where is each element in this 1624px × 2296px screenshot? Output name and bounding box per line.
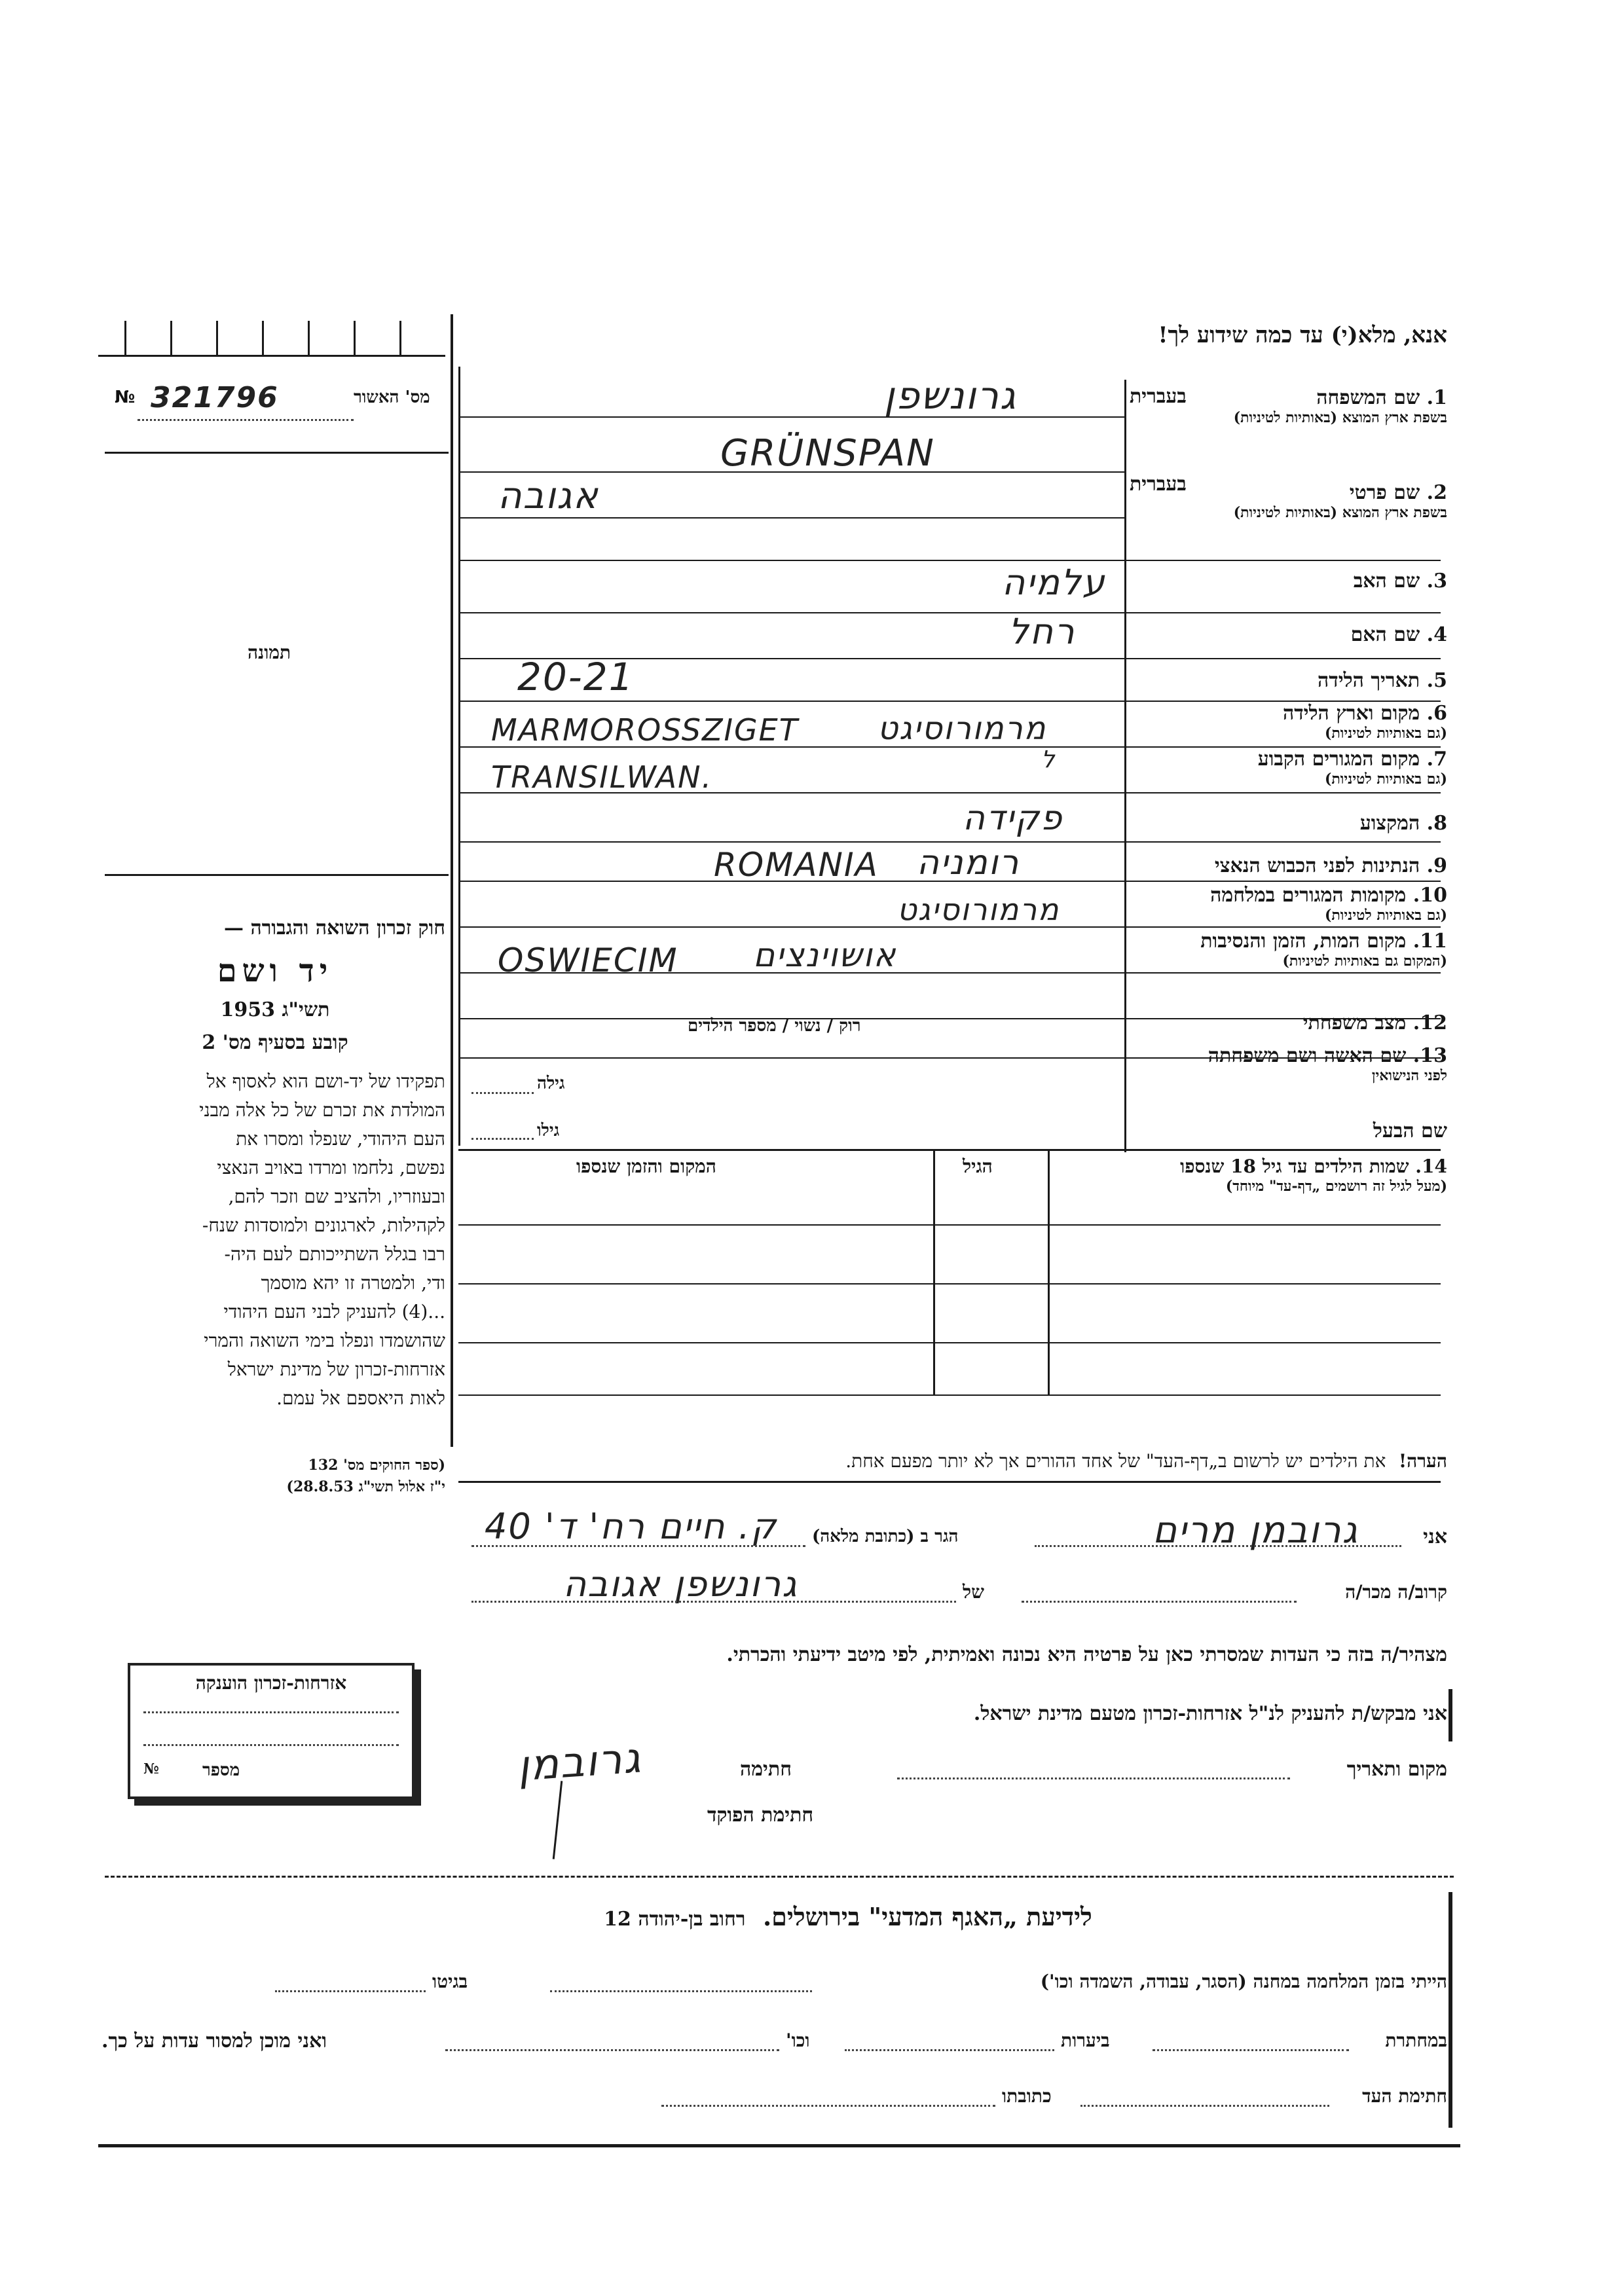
declarant-name: גרובמן מרים [1153, 1509, 1359, 1552]
ghetto-label: בגיטו [432, 1971, 468, 1992]
field-mother-name: 4. שם האם [1350, 623, 1447, 646]
ready-text: ואני מוכן למסור עדות על כך. [101, 2030, 327, 2052]
marital-status-options: רוק / נשוי / מספר הילדים [688, 1016, 861, 1036]
field-marital-status: 12. מצב משפחתי [1302, 1011, 1447, 1034]
form-request-header: אנא, מלא(י) עד כמה שידוע לך! [1158, 322, 1447, 348]
field-birth-place: 6. מקום וארץ הלידה (גם באותיות לטיניות) [1282, 702, 1447, 742]
birth-place-latin-value: MARMOROSSZIGET [491, 712, 799, 748]
photo-label: תמונה [248, 642, 291, 663]
ruler-ticks [98, 321, 445, 357]
field-family-name-hebrew-tag: בעברית [1130, 385, 1187, 408]
husband-age-label: גילו [537, 1121, 560, 1140]
sidebar-divider [451, 314, 453, 1447]
mother-name-value: רחל [1008, 611, 1076, 652]
children-place-header: המקום והזמן שנספו [576, 1156, 716, 1177]
forests-label: ביערות [1061, 2030, 1110, 2051]
law-clause: קובע בסעיף מס' 2 [202, 1031, 348, 1054]
field-citizenship: 9. הנתינות לפני הכבוש הנאצי [1214, 854, 1447, 877]
death-place-latin-value: OSWIECIM [498, 941, 678, 979]
field-husband-name: שם הבעל [1373, 1120, 1447, 1142]
declarant-address-label: הגר ב (כתובת מלאה) [812, 1527, 959, 1546]
family-name-latin-value: GRÜNSPAN [720, 432, 935, 475]
memorial-citizenship-box [128, 1663, 415, 1799]
declarant-ani: אני [1423, 1525, 1447, 1548]
law-footnote-1: (ספר החוקים מס' 132 [308, 1457, 445, 1474]
father-name-value: עלמיה [1002, 562, 1106, 603]
box-title: אזרחות-זכרון הוענקה [195, 1672, 347, 1694]
approval-no-mark: № [115, 388, 136, 407]
bottom-title: לידיעת „האגף המדעי" בירושלים. רחוב בן-יהודה 12 [604, 1902, 1092, 1931]
citizenship-request: אני מבקש/ת להעניק לנ"ל אזרחות-זכרון מטעם מדינת ישראל. [973, 1702, 1447, 1725]
declaration-text: מצהיר/ה בזה כי העדות שמסרתי כאן על פרטיה היא נכונה ואמיתית, לפי מיטב ידיעתי והכרתי. [726, 1643, 1447, 1666]
field-death-place: 11. מקום המות, הזמן והנסיבות (המקום גם באותיות לטיניות) [1200, 930, 1447, 970]
place-date-label: מקום ותאריך [1346, 1758, 1447, 1781]
his-address-label: כתובתו [1002, 2085, 1052, 2107]
approval-number: 321796 [151, 381, 279, 414]
etc-label: וכו' [786, 2030, 810, 2051]
death-place-hebrew-value: אושוינצים [753, 936, 897, 974]
citizenship-hebrew-value: רומניה [917, 843, 1020, 883]
relative-label: קרוב/ה מכר/ה [1345, 1581, 1447, 1603]
field-birth-date: 5. תאריך הלידה [1318, 669, 1447, 692]
approval-label: מס' האשור [354, 388, 430, 407]
law-year: תשי"ג 1953 [220, 998, 330, 1021]
field-family-name: 1. שם המשפחה בשפת ארץ המוצא (באותיות לטיניות) [1233, 386, 1447, 426]
field-war-residence: 10. מקומות המגורים במלחמה (גם באותיות לטיניות) [1210, 884, 1447, 924]
field-first-name: 2. שם פרטי בשפת ארץ המוצא (באותיות לטיניות) [1233, 481, 1447, 521]
bottom-line1: הייתי בזמן המלחמה במחנה (הסגר, עבודה, השמדה וכו') [1040, 1971, 1447, 1992]
relative-name: גרונשפן אגובה [563, 1563, 798, 1605]
official-signature-label: חתימת הפוקד [707, 1804, 814, 1827]
field-wife-name: 13. שם האשה ושם משפחתה לפני הנישואין [1208, 1044, 1447, 1084]
box-number-label: מספר [202, 1760, 240, 1780]
residence-value: TRANSILWAN. [491, 759, 713, 795]
field-profession: 8. המקצוע [1359, 812, 1447, 835]
citizenship-latin-value: ROMANIA [714, 846, 879, 884]
field-residence: 7. מקום המגורים הקבוע (גם באותיות לטיניות) [1257, 748, 1447, 788]
field-father-name: 3. שם האב [1353, 570, 1447, 592]
witness-signature-label: חתימת העד [1362, 2085, 1447, 2107]
law-footnote-2: י"ז אלול תשי"ג 28.8.53) [286, 1478, 445, 1495]
residence-mark: ל [1041, 746, 1056, 773]
law-text: תפקידו של יד-ושם הוא לאסוף אל המולדת את זכרם של כל אלה מבני העם היהודי, שנפלו ומסרו את נפשם, נלחמו ומרדו באויב הנאצי ובעוזריו, ולהציב שם וזכר להם, לקהילות, לארגונים ולמוסדות שנח- רבו בגלל השתייכותם לעם היה- ודי, ולמטרה זו יהא מוסמך ...(4) להעניק לבני העם היהודי שהושמדו ונפלו בימי השואה והמרי אזרחות-זכרון של מדינת ישראל לאות היאספם אל עמם. [199, 1070, 445, 1409]
profession-value: פקידה [963, 799, 1063, 838]
first-name-value: אגובה [498, 475, 599, 517]
declarant-address: ק. חיים רח' ד' 40 [485, 1506, 778, 1547]
birth-date-value: 20-21 [517, 655, 635, 699]
birth-place-hebrew-value: מרמורוסיגט [877, 710, 1047, 747]
children-table-title: 14. שמות הילדים עד גיל 18 שנספו (מעל לגיל זה רושמים „דף-עד" מיוחד) [1180, 1156, 1447, 1195]
yad-vashem-name: יד ושם [217, 953, 333, 989]
of-label: של [963, 1581, 984, 1603]
declarant-signature: גרובמן [515, 1734, 644, 1791]
note: הערה! את הילדים יש לרשום ב„דף-העד" של אחד ההורים אך לא יותר מפעם אחת. [845, 1450, 1447, 1472]
signature-label: חתימה [740, 1758, 792, 1781]
field-first-name-hebrew-tag: בעברית [1130, 473, 1187, 496]
law-title: חוק זכרון השואה והגבורה — [224, 917, 445, 939]
wife-age-label: גילה [537, 1074, 565, 1093]
children-age-header: הגיל [963, 1156, 993, 1177]
underground-label: במחתרת [1385, 2030, 1447, 2051]
box-no-mark: № [143, 1760, 159, 1777]
family-name-hebrew-value: גרונשפן [884, 373, 1017, 418]
war-residence-value: מרמורוסיגט [897, 892, 1060, 927]
